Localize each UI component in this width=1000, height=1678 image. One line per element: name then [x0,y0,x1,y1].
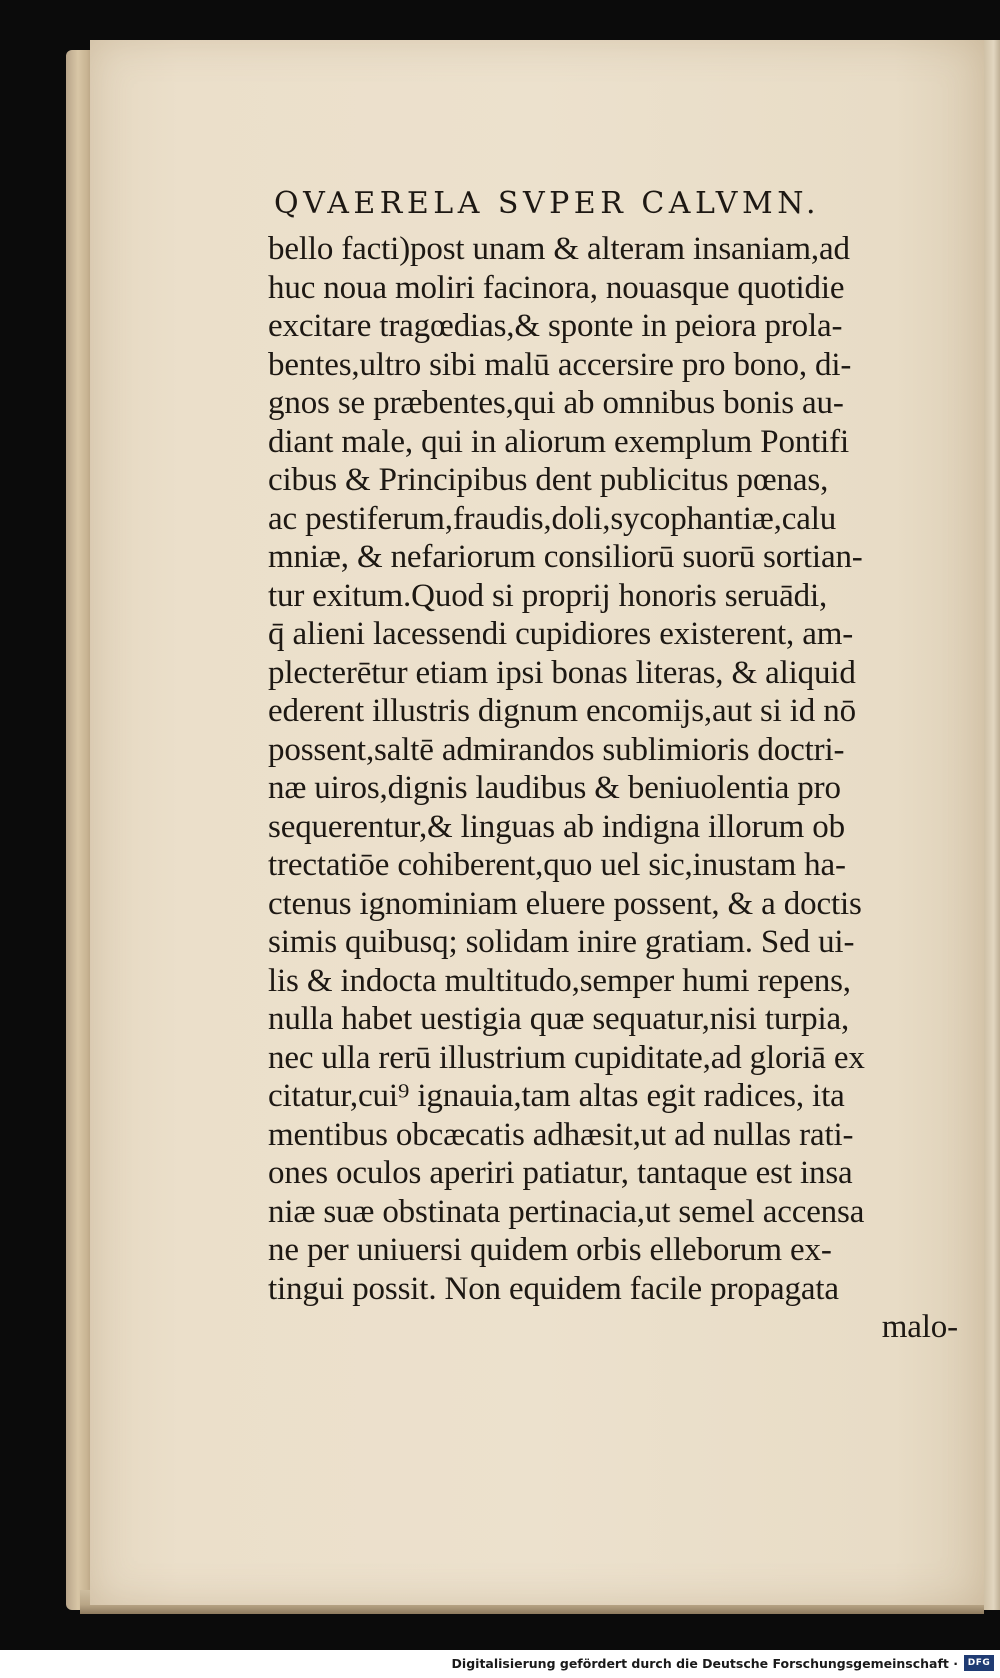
text-line: bentes,ultro sibi malū accersire pro bono, di- [268,346,852,383]
text-line: q̄ alieni lacessendi cupidiores existerent, am- [268,616,854,652]
text-line: plecterētur etiam ipsi bonas literas, & aliquid [268,654,856,691]
text-line: niæ suæ obstinata pertinacia,ut semel accensa [268,1193,865,1230]
text-line: huc noua moliri facinora, nouasque quotidie [268,269,845,306]
text-line: possent,saltē admirandos sublimioris doctri- [268,731,845,768]
text-block [268,184,968,1347]
text-line: ctenus ignominiam eluere possent, & a doctis [268,885,862,922]
text-line: tur exitum.Quod si proprij honoris seruādi, [268,577,828,614]
text-line: citatur,cui⁹ ignauia,tam altas egit radices, ita [268,1078,845,1114]
text-line: diant male, qui in aliorum exemplum Pontifi [268,423,850,460]
text-line: ederent illustris dignum encomijs,aut si id nō [268,693,856,729]
funding-credit: Digitalisierung gefördert durch die Deutsche Forschungsgemeinschaft · [451,1656,958,1671]
text-line: mniæ, & nefariorum consiliorū suorū sortian- [268,539,863,575]
text-line: mentibus obcæcatis adhæsit,ut ad nullas rati- [268,1116,854,1153]
text-line: excitare tragœdias,& sponte in peiora prola- [268,308,843,344]
text-line: næ uiros,dignis laudibus & beniuolentia pro [268,770,841,806]
text-lines [268,230,968,1347]
text-line: nulla habet uestigia quæ sequatur,nisi turpia, [268,1001,850,1037]
dfg-logo: DFG [964,1655,994,1671]
text-line: ne per uniuersi quidem orbis elleborum ex- [268,1232,832,1268]
text-line: ones oculos aperiri patiatur, tantaque est insa [268,1155,853,1191]
text-line: cibus & Principibus dent publicitus pœnas, [268,462,829,498]
text-line: simis quibusq; solidam inire gratiam. Sed ui- [268,924,855,960]
running-head: QVAERELA SVPER CALVMN. [274,186,821,221]
text-line: gnos se præbentes,qui ab omnibus bonis au- [268,385,844,421]
page-edge-right [984,40,1000,1610]
text-line: lis & indocta multitudo,semper humi repens, [268,962,851,999]
text-line: trectatiōe cohiberent,quo uel sic,inustam ha- [268,847,846,883]
catchword: malo- [881,1309,958,1345]
text-line: tingui possit. Non equidem facile propagata [268,1270,839,1307]
digitization-footer [0,1650,1000,1678]
text-line: nec ulla rerū illustrium cupiditate,ad gloriā ex [268,1039,865,1076]
text-line: bello facti)post unam & alteram insaniam,ad [268,231,850,267]
text-line: ac pestiferum,fraudis,doli,sycophantiæ,calu [268,500,837,537]
text-line: sequerentur,& linguas ab indigna illorum ob [268,808,845,845]
